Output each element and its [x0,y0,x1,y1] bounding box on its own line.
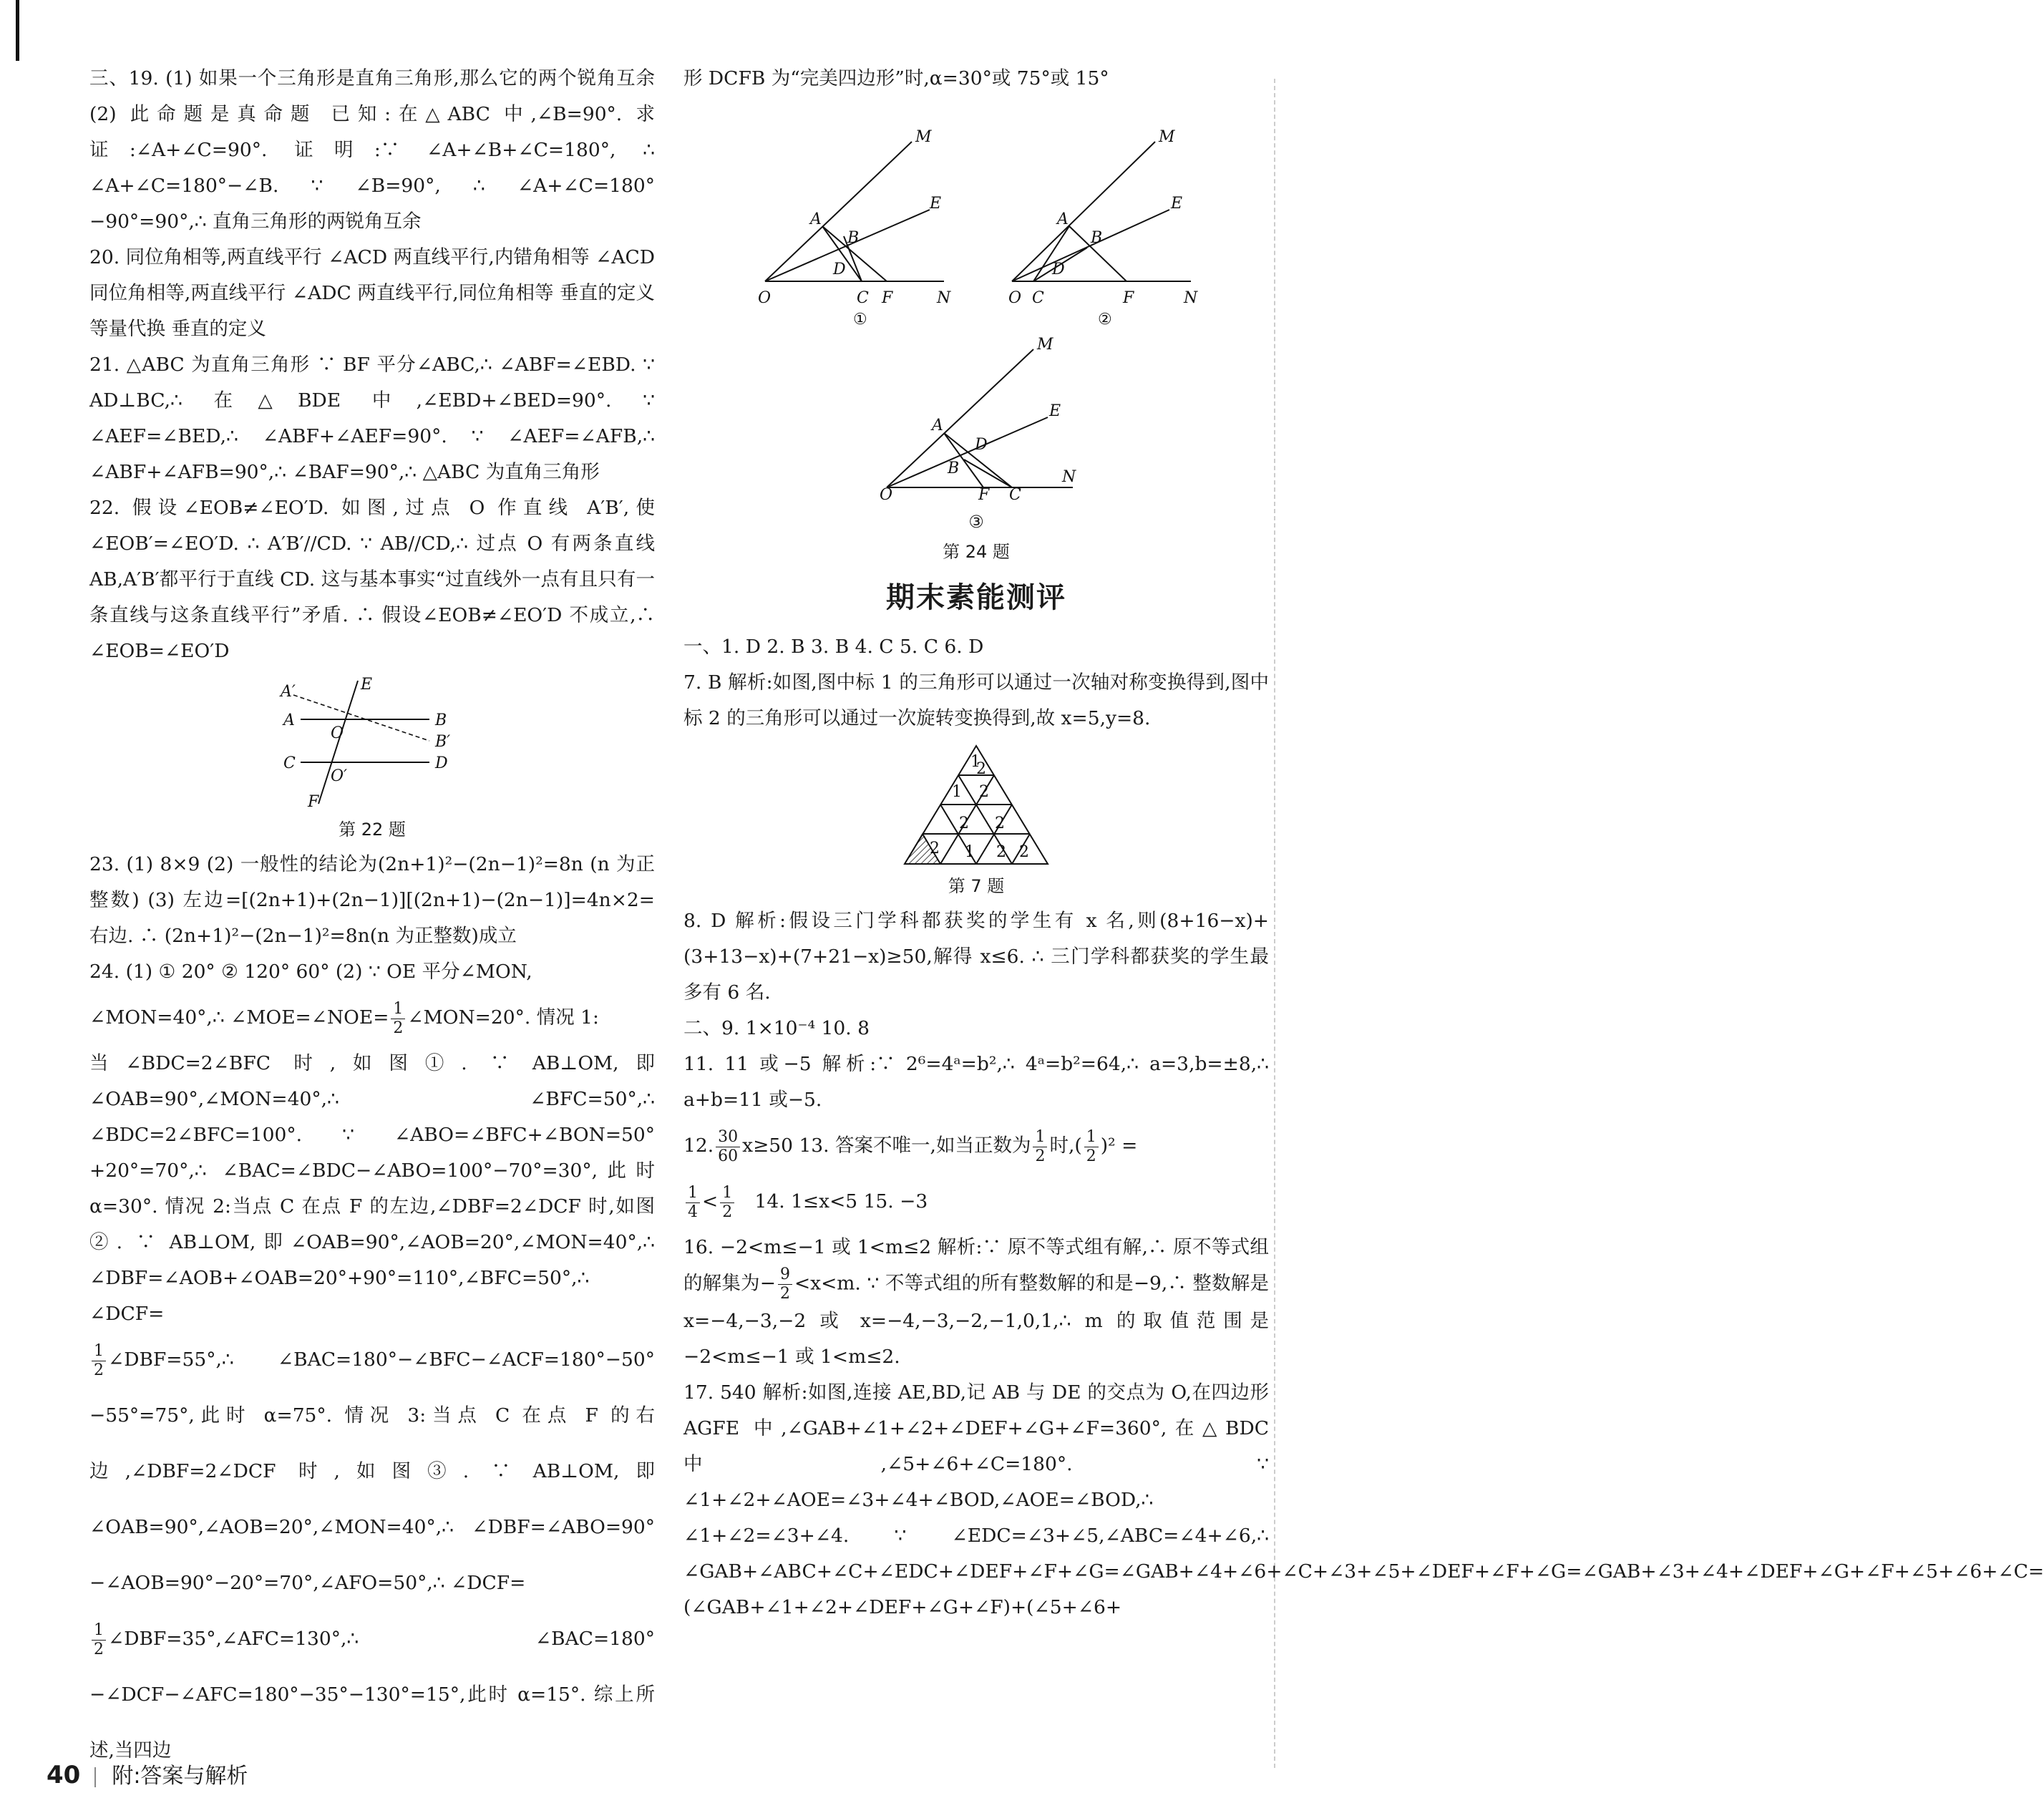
figure-24-part-3 [880,336,1076,504]
fraction-half: $\frac{1}{2}$ [720,1184,734,1222]
svg-text:B: B [1091,229,1103,247]
answers-1-6: 一、1. D 2. B 3. B 4. C 5. C 6. D [683,636,984,658]
answer-21: 21. △ABC 为直角三角形 ∵ BF 平分∠ABC,∴ ∠ABF=∠EBD. ∵ AD⊥BC,∴ 在△BDE 中,∠EBD+∠BED=90°. ∵ ∠AEF=∠BED,∴ ∠ABF+∠AEF=90°. ∵ ∠AEF=∠AFB,∴ ∠ABF+∠AFB=90°,∴ ∠BAF=90°,∴ △ABC 为直角三角形 [89,354,655,483]
label-f: F [308,793,319,811]
svg-text:F: F [1123,289,1134,307]
svg-text:B: B [948,460,960,477]
answer-22: 22. 假设∠EOB≠∠EO′D. 如图,过点 O 作直线 A′B′,使∠EOB′=∠EO′D. ∴ A′B′//CD. ∵ AB//CD,∴ 过点 O 有两条直线 AB,A′B′都平行于直线 CD. 这与基本事实“过直线外一点有且只有一条直线与这条直线平行”矛盾. ∴ 假设∠EOB≠∠EO′D 不成立,∴ ∠EOB=∠EO′D [89,497,655,662]
figure-24 [697,102,1255,503]
svg-text:2: 2 [995,815,1005,832]
answer-24-start: 24. (1) ① 20° ② 120° 60° (2) ∵ OE 平分∠MON, [89,961,532,983]
left-column [89,61,655,1779]
svg-text:N: N [1184,289,1198,307]
figure-7-caption: 第 7 题 [948,876,1005,896]
svg-text:D: D [975,436,988,454]
svg-text:2: 2 [1019,843,1029,861]
figure-24-part-2 [1008,128,1198,329]
label-b: B [435,711,447,729]
svg-text:F: F [978,486,990,504]
answer-16: 16. −2<m≤−1 或 1<m≤2 解析:∵ 原不等式组有解,∴ 原不等式组的解集为− $\frac{9}{2}$ <x<m. ∵ 不等式组的所有整数解的和是−9,∴ 整数解是 x=−4,−3,−2 或 x=−4,−3,−2,−1,0,1,∴ m 的取值范围是−2<m≤−1 或 1<m≤2. [683,1236,1269,1368]
answer-11: 11. 11 或−5 解析:∵ 2⁶=4ᵃ=b²,∴ 4ᵃ=b²=64,∴ a=3,b=±8,∴ a+b=11 或−5. [683,1053,1269,1111]
label-e: E [361,676,373,694]
figure-24-label-1: ① [853,311,867,329]
fraction-half: $\frac{1}{2}$ [92,1621,106,1659]
figure-22-caption: 第 22 题 [339,820,406,840]
svg-text:E: E [930,195,942,213]
svg-text:D: D [1052,261,1065,278]
answer-24-line2: ∠MON=40°,∴ ∠MOE=∠NOE= $\frac{1}{2}$ ∠MON=20°. 情况 1: [89,999,599,1037]
answer-24-case2: $\frac{1}{2}$ ∠DBF=55°,∴ ∠BAC=180°−∠BFC−∠ACF=180°−50°−55°=75°,此时 α=75°. 情况 3:当点 C 在点 F 的右边,∠DBF=2∠DCF 时,如图③. ∵ AB⊥OM,即∠OAB=90°,∠AOB=20°,∠MON=40°,∴ ∠DBF=∠ABO=90°−∠AOB=90°−20°=70°,∠AFO=50°,∴ ∠DCF= [89,1341,655,1594]
answer-23: 23. (1) 8×9 (2) 一般性的结论为(2n+1)²−(2n−1)²=8n (n 为正整数) (3) 左边=[(2n+1)+(2n−1)][(2n+1)−(2n−1)]=4n×2=右边. ∴ (2n+1)²−(2n−1)²=8n(n 为正整数)成立 [89,853,655,947]
fraction-half: $\frac{1}{2}$ [1033,1128,1047,1166]
answer-24-end: 形 DCFB 为“完美四边形”时,α=30°或 75°或 15° [683,67,1109,89]
fraction-half: $\frac{1}{2}$ [92,1342,106,1380]
answers-9-10: 二、9. 1×10⁻⁴ 10. 8 [683,1017,870,1039]
svg-text:A: A [932,417,943,434]
svg-text:M: M [915,128,932,146]
svg-text:2: 2 [996,843,1006,861]
svg-text:D: D [833,261,846,278]
svg-text:2: 2 [959,815,969,832]
figure-24-label-2: ② [1098,311,1112,329]
fraction-half: $\frac{1}{2}$ [391,1000,405,1038]
svg-text:A: A [1057,210,1069,228]
svg-text:2: 2 [976,760,986,778]
svg-text:O: O [880,486,893,504]
svg-text:1: 1 [952,783,962,801]
fraction-quarter: $\frac{1}{4}$ [686,1184,700,1222]
label-o-prime: O′ [331,767,348,785]
answers-12-13: 12. $\frac{30}{60}$ x≥50 13. 答案不唯一,如当正数为 $\frac{1}{2}$ 时,( $\frac{1}{2}$ )² = [683,1127,1138,1165]
figure-22 [265,675,480,811]
page-footer [47,1761,248,1791]
footer-title: 附:答案与解析 [112,1764,248,1789]
label-d: D [435,754,448,772]
answer-19: 三、19. (1) 如果一个三角形是直角三角形,那么它的两个锐角互余 (2) 此命题是真命题 已知:在△ABC 中,∠B=90°. 求证:∠A+∠C=90°. 证明:∵ ∠A+∠B+∠C=180°, ∴ ∠A+∠C=180°−∠B. ∵ ∠B=90°, ∴ ∠A+∠C=180°−90°=90°,∴ 直角三角形的两锐角互余 [89,67,655,233]
svg-text:M: M [1037,336,1053,354]
answer-7: 7. B 解析:如图,图中标 1 的三角形可以通过一次轴对称变换得到,图中标 2 的三角形可以通过一次旋转变换得到,故 x=5,y=8. [683,671,1269,729]
svg-text:E: E [1171,195,1183,213]
answer-8: 8. D 解析:假设三门学科都获奖的学生有 x 名,则(8+16−x)+(3+13−x)+(7+21−x)≥50,解得 x≤6. ∴ 三门学科都获奖的学生最多有 6 名. [683,910,1269,1004]
answer-24-case3: $\frac{1}{2}$ ∠DBF=35°,∠AFC=130°,∴ ∠BAC=180°−∠DCF−∠AFC=180°−35°−130°=15°,此时 α=15°. 综上所述,当四边 [89,1620,655,1762]
label-a-prime: A′ [281,683,296,701]
label-a: A [283,711,295,729]
label-b-prime: B′ [435,733,451,751]
fraction-30-60: $\frac{30}{60}$ [716,1128,740,1166]
svg-text:1: 1 [970,753,980,771]
svg-text:M: M [1159,128,1175,146]
label-o: O [331,724,344,742]
svg-text:B: B [847,229,860,247]
svg-text:O: O [758,289,772,307]
figure-7 [890,742,1062,868]
right-column [683,61,2044,1626]
svg-text:E: E [1049,402,1061,420]
svg-text:C: C [857,289,869,307]
page-number: 40 [47,1761,81,1789]
answers-13-15: $\frac{1}{4}$ < $\frac{1}{2}$ 14. 1≤x<5 15. −3 [683,1174,1269,1230]
label-c: C [283,754,296,772]
svg-text:A: A [810,210,822,228]
figure-24-caption: 第 24 题 [943,542,1010,562]
figure-24-part-1 [758,128,951,329]
svg-text:2: 2 [979,783,989,801]
svg-text:F: F [882,289,893,307]
figure-24-circle-3: ③ [968,512,984,532]
svg-text:O: O [1008,289,1022,307]
answer-20: 20. 同位角相等,两直线平行 ∠ACD 两直线平行,内错角相等 ∠ACD 同位角相等,两直线平行 ∠ADC 两直线平行,同位角相等 垂直的定义 等量代换 垂直的定义 [89,246,655,340]
fraction-nine-halves: $\frac{9}{2}$ [778,1265,792,1303]
svg-text:N: N [937,289,951,307]
fraction-half: $\frac{1}{2}$ [1084,1128,1099,1166]
svg-text:C: C [1032,289,1044,307]
footer-divider [94,1767,96,1787]
svg-text:1: 1 [965,843,975,861]
svg-text:C: C [1009,486,1021,504]
right-edge-rule [1274,79,1275,1768]
answer-24-body: 当∠BDC=2∠BFC 时,如图①. ∵ AB⊥OM,即∠OAB=90°,∠MON=40°,∴ ∠BFC=50°,∴ ∠BDC=2∠BFC=100°. ∵ ∠ABO=∠BFC+∠BON=50°+20°=70°,∴ ∠BAC=∠BDC−∠ABO=100°−70°=30°,此时 α=30°. 情况 2:当点 C 在点 F 的左边,∠DBF=2∠DCF 时,如图②. ∵ AB⊥OM,即∠OAB=90°,∠AOB=20°,∠MON=40°,∴ ∠DBF=∠AOB+∠OAB=20°+90°=110°,∠BFC=50°,∴ ∠DCF= [89,1052,655,1325]
svg-text:N: N [1062,468,1076,486]
section-title: 期末素能测评 [886,581,1066,614]
left-edge-bar [16,0,19,61]
answer-17: 17. 540 解析:如图,连接 AE,BD,记 AB 与 DE 的交点为 O,在四边形 AGFE 中,∠GAB+∠1+∠2+∠DEF+∠G+∠F=360°,在△BDC 中,∠5+∠6+∠C=180°. ∵ ∠1+∠2+∠AOE=∠3+∠4+∠BOD,∠AOE=∠BOD,∴ ∠1+∠2=∠3+∠4. ∵ ∠EDC=∠3+∠5,∠ABC=∠4+∠6,∴ ∠GAB+∠ABC+∠C+∠EDC+∠DEF+∠F+∠G=∠GAB+∠4+∠6+∠C+∠3+∠5+∠DEF+∠F+∠G=∠GAB+∠3+∠4+∠DEF+∠G+∠F+∠5+∠6+∠C=(∠GAB+∠1+∠2+∠DEF+∠G+∠F)+(∠5+∠6+ [683,1381,2044,1618]
svg-text:2: 2 [930,840,940,857]
